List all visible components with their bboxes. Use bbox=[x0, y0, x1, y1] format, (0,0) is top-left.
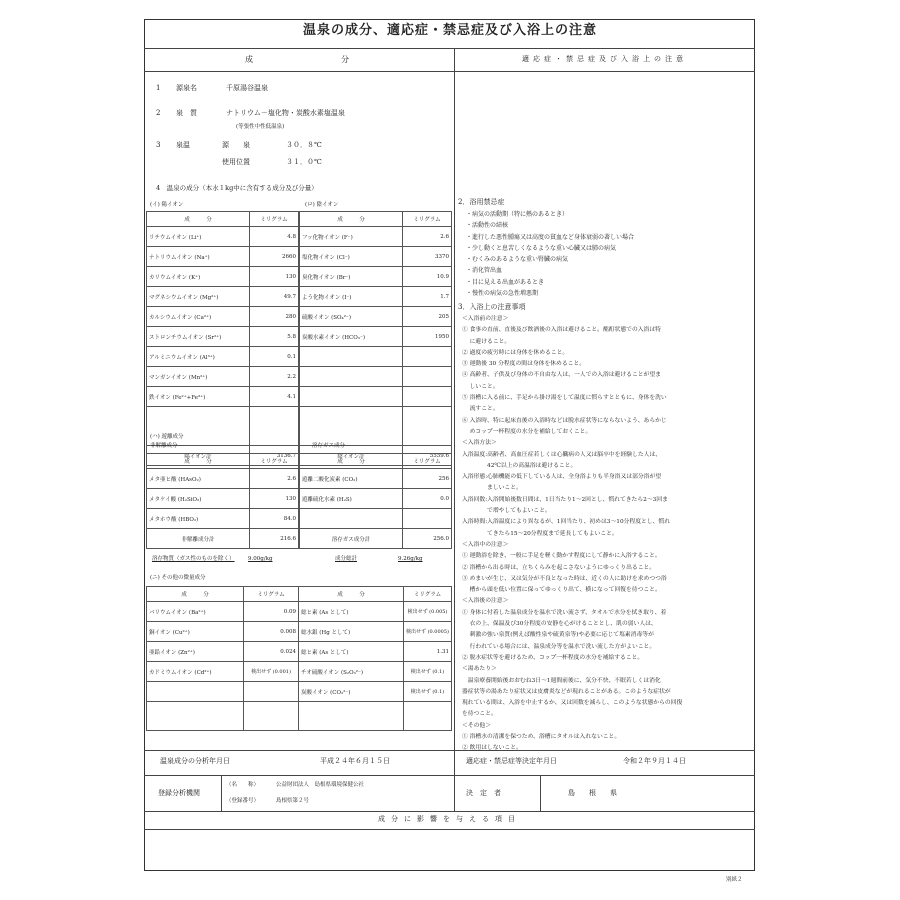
dissolved-label: 溶存物質（ガス性のものを除く） bbox=[152, 556, 235, 562]
list-item: ＜その他＞ bbox=[462, 722, 491, 729]
quality-sub: (等張性中性低温泉) bbox=[236, 124, 285, 130]
list-item: ＜入浴後の注意＞ bbox=[462, 598, 509, 605]
table-row: アルミニウムイオン (Al³⁺) 0.1 bbox=[147, 347, 299, 367]
table-row: ナトリウムイオン (Na⁺) 2660 bbox=[147, 247, 299, 267]
total-label: 成分総計 bbox=[335, 556, 358, 562]
gas-table bbox=[299, 453, 452, 549]
table-row: 炭酸水素イオン (HCO₃⁻) 1950 bbox=[300, 327, 452, 347]
col-header: 成 分 bbox=[147, 212, 250, 227]
analysis-date-value: 平成２４年６月１５日 bbox=[320, 757, 390, 765]
anion-title: (ロ) 陰イオン bbox=[305, 202, 339, 208]
trace-title: (ニ) その他の微量成分 bbox=[150, 575, 206, 581]
non-dissoc-title: 非解離成分 bbox=[150, 443, 178, 449]
decider-label: 決 定 者 bbox=[466, 789, 501, 797]
table-row: 炭酸イオン (CO₃²⁻) 検出せず (0.1) bbox=[147, 682, 452, 702]
table-row: メタホウ酸 (HBO₂) 84.0 bbox=[147, 509, 299, 529]
temp-source-value: ３０．８℃ bbox=[286, 141, 322, 149]
list-item: ・消化管出血 bbox=[466, 267, 503, 275]
table-row: カドミウムイオン (Cd²⁺) 検出せず (0.001) チオ硫酸イオン (S₂O₃²⁻) 検出せず (0.1) bbox=[147, 662, 452, 682]
list-item: ① 運動浴を除き、一般に手足を軽く動かす程度にして静かに入浴すること。 bbox=[462, 553, 661, 560]
col-header: ミリグラム bbox=[404, 587, 452, 602]
temp-use-label: 使用位置 bbox=[222, 158, 250, 166]
table-row: 硫酸イオン (SO₄²⁻) 205 bbox=[300, 307, 452, 327]
table-row: リチウムイオン (Li⁺) 4.8 bbox=[147, 227, 299, 247]
list-item: ・目に見える出血があるとき bbox=[466, 278, 545, 286]
analysis-date-label: 温泉成分の分析年月日 bbox=[160, 757, 230, 765]
source-name: 千原湯谷温泉 bbox=[226, 84, 268, 92]
list-item: 器症状等の湯あたり症状又は皮膚炎などが現れることがある。このような症状が bbox=[462, 688, 671, 695]
table-row: 亜鉛イオン (Zn²⁺) 0.024 総ヒ素 (As として) 1.31 bbox=[147, 642, 452, 662]
list-item: ・むくみのあるような重い腎臓の病気 bbox=[466, 256, 569, 264]
col-header: 成 分 bbox=[300, 212, 403, 227]
right-column-header: 適応症・禁忌症及び入浴上の注意 bbox=[522, 55, 687, 63]
total-value: 9.26g/kg bbox=[398, 556, 423, 562]
list-item: ① 身体に付着した温泉成分を温水で洗い流さず、タオルで水分を拭き取り、着 bbox=[462, 609, 667, 616]
col-header: ミリグラム bbox=[403, 212, 452, 227]
table-row: 遊離硫化水素 (H₂S) 0.0 bbox=[300, 489, 452, 509]
composition-title: 4 温泉の成分（本水１kg中に含有する成分及び分量） bbox=[156, 184, 318, 192]
item-number: 3 bbox=[156, 141, 161, 149]
caution-list bbox=[462, 314, 682, 755]
org-reg: 島根県第２号 bbox=[276, 798, 310, 804]
free-title: (ハ) 遊離成分 bbox=[150, 434, 184, 440]
divider bbox=[144, 775, 755, 776]
list-item: 行われている場合には、温泉成分等を温水で洗い流した方がよいこと。 bbox=[462, 643, 656, 650]
list-item: ③ めまいが生じ、又は気分が不良となった時は、近くの人に助けを求めつつ浴 bbox=[462, 575, 667, 582]
decider-value: 島 根 県 bbox=[568, 789, 617, 797]
table-row: よう化物イオン (I⁻) 1.7 bbox=[300, 287, 452, 307]
org-label: 登録分析機関 bbox=[158, 789, 200, 797]
table-row: フッ化物イオン (F⁻) 2.6 bbox=[300, 227, 452, 247]
col-header: ミリグラム bbox=[403, 454, 452, 469]
list-item: ① 食事の直前、直後及び飲酒後の入浴は避けること。酩酊状態での入浴は特 bbox=[462, 327, 661, 334]
list-item: 流すこと。 bbox=[462, 406, 499, 413]
list-item: ⑥ 入浴時、特に起床直後の入浴時などは脱水症状等にならないよう、あらかじ bbox=[462, 417, 667, 424]
contraindication-list bbox=[466, 209, 634, 299]
list-item: に避けること。 bbox=[462, 338, 511, 345]
temp-use-value: ３１．０℃ bbox=[286, 158, 322, 166]
list-item: 42℃以上の高温浴は避けること。 bbox=[462, 462, 577, 469]
divider bbox=[144, 829, 755, 830]
quality-label: 泉 質 bbox=[176, 109, 197, 117]
divider bbox=[144, 48, 755, 49]
list-item: ② 浴槽から出る時は、立ちくらみを起こさないようにゆっくり出ること。 bbox=[462, 564, 656, 571]
list-item: ＜湯あたり＞ bbox=[462, 666, 497, 673]
list-item: ・少し動くと息苦しくなるような重い心臓又は肺の病気 bbox=[466, 244, 617, 252]
list-item: ・進行した悪性腫瘍又は高度の貧血など身体衰弱の著しい場合 bbox=[466, 233, 635, 241]
list-item: てきたら15～20分程度まで延長してもよいこと。 bbox=[462, 530, 618, 537]
trace-table bbox=[146, 586, 452, 731]
list-item: 入浴温度:高齢者、高血圧症若しくは心臓病の人又は脳卒中を経験した人は、 bbox=[462, 451, 662, 458]
column-divider bbox=[454, 48, 455, 811]
list-item: ・慢性の病気の急性増悪期 bbox=[466, 290, 539, 298]
list-item: 刺激の強い泉質(例えば酸性泉や硫黄泉等)や必要に応じて塩素消毒等が bbox=[462, 632, 654, 639]
temp-source-label: 源 泉 bbox=[222, 141, 250, 149]
list-item: 入浴形態:心肺機能の低下している人は、全身浴よりも半身浴又は部分浴が望 bbox=[462, 474, 662, 481]
list-item: ② 過度の疲労時には身体を休めること。 bbox=[462, 349, 569, 356]
total-row: 陽イオン計 3136.7 bbox=[147, 446, 299, 466]
list-item: ＜入浴中の注意＞ bbox=[462, 541, 509, 548]
list-item: 槽から頭を低い位置に保ってゆっくり出て、横になって回復を待つこと。 bbox=[462, 587, 661, 594]
col-header: ミリグラム bbox=[250, 212, 299, 227]
list-item: めコップ一杯程度の水分を補給しておくこと。 bbox=[462, 428, 592, 435]
table-row: バリウムイオン (Ba²⁺) 0.09 総ヒ素 (As として) 検出せず (0.005) bbox=[147, 602, 452, 622]
table-row: 鉄イオン (Fe²⁺+Fe³⁺) 4.1 bbox=[147, 387, 299, 407]
dissolved-value: 9.00g/kg bbox=[248, 556, 273, 562]
list-item: ④ 高齢者、子供及び身体の不自由な人は、一人での入浴は避けることが望ま bbox=[462, 372, 661, 379]
col-header: ミリグラム bbox=[244, 587, 299, 602]
table-row: メタ亜ヒ酸 (HAsO₂) 2.6 bbox=[147, 469, 299, 489]
list-item: ② 飲用はしないこと。 bbox=[462, 745, 522, 752]
divider bbox=[144, 71, 755, 72]
total-row: 陰イオン計 5559.6 bbox=[300, 446, 452, 466]
form-code: 別紙２ bbox=[726, 877, 743, 883]
column-divider bbox=[540, 775, 541, 811]
caution-title: 3．入浴上の注意事項 bbox=[458, 303, 526, 311]
org-name: 公益財団法人 島根県環境保健公社 bbox=[276, 782, 365, 788]
list-item: 温泉療養開始後おおむね3日～1週間前後に、気分不快、不眠若しくは消化 bbox=[462, 677, 661, 684]
list-item: ③ 運動後 30 分程度の間は身体を休めること。 bbox=[462, 361, 586, 368]
list-item: ① 浴槽水の清潔を保つため、浴槽にタオルは入れないこと。 bbox=[462, 733, 621, 740]
cation-table bbox=[146, 211, 299, 466]
list-item: しいこと。 bbox=[462, 383, 499, 390]
list-item: ・病気の活動期（特に熱のあるとき） bbox=[466, 211, 569, 218]
list-item: 入浴回数:入浴開始後数日間は、1日当たり1～2回とし、慣れてきたら2～3回ま bbox=[462, 496, 668, 503]
list-item: 衣の上、保温及び30分程度の安静を心がけることとし、肌の弱い人は、 bbox=[462, 621, 657, 628]
col-header: 成 分 bbox=[300, 454, 403, 469]
list-item: 入浴時間:入浴温度により異なるが、1回当たり、初めは3～10分程度とし、慣れ bbox=[462, 519, 671, 526]
list-item: で増やしてもよいこと。 bbox=[462, 508, 551, 515]
gas-title: 溶存ガス成分 bbox=[312, 443, 346, 449]
total-row: 非解離成分計 216.6 bbox=[147, 529, 299, 549]
org-reg-label: （登録番号） bbox=[226, 798, 260, 804]
list-item: ・活動性の結核 bbox=[466, 222, 509, 230]
table-row: マグネシウムイオン (Mg²⁺) 49.7 bbox=[147, 287, 299, 307]
affect-items-header: 成分に影響を与える項目 bbox=[378, 815, 521, 823]
column-divider bbox=[221, 775, 222, 811]
table-row: カルシウムイオン (Ca²⁺) 280 bbox=[147, 307, 299, 327]
document-title: 温泉の成分、適応症・禁忌症及び入浴上の注意 bbox=[302, 23, 597, 38]
list-item: ＜入浴方法＞ bbox=[462, 440, 497, 447]
col-header: 成 分 bbox=[147, 454, 250, 469]
table-row: ストロンチウムイオン (Sr²⁺) 5.8 bbox=[147, 327, 299, 347]
item-number: 1 bbox=[156, 84, 161, 92]
table-row: 遊離二酸化炭素 (CO₂) 256 bbox=[300, 469, 452, 489]
col-header: 成 分 bbox=[147, 587, 244, 602]
list-item: を待つこと。 bbox=[462, 711, 497, 718]
table-row: カリウムイオン (K⁺) 130 bbox=[147, 267, 299, 287]
col-header: 成 分 bbox=[299, 587, 404, 602]
table-row: マンガンイオン (Mn²⁺) 2.2 bbox=[147, 367, 299, 387]
item-number: 2 bbox=[156, 109, 161, 117]
decision-date-value: 令和２年９月１４日 bbox=[623, 757, 686, 765]
quality-value: ナトリウム－塩化物・炭酸水素塩温泉 bbox=[226, 109, 345, 117]
decision-date-label: 適応症・禁忌症等決定年月日 bbox=[466, 757, 557, 765]
table-row: 銅イオン (Cu²⁺) 0.008 総水銀 (Hg として) 検出せず (0.0005) bbox=[147, 622, 452, 642]
table-row: メタケイ酸 (H₂SiO₃) 130 bbox=[147, 489, 299, 509]
list-item: ＜入浴前の注意＞ bbox=[462, 316, 509, 322]
list-item: ましいこと。 bbox=[462, 485, 522, 492]
table-row: 臭化物イオン (Br⁻) 10.9 bbox=[300, 267, 452, 287]
temp-label: 泉温 bbox=[176, 141, 190, 149]
non-dissoc-table bbox=[146, 453, 299, 549]
org-name-label: （名 称） bbox=[226, 782, 260, 788]
total-row: 溶存ガス成分計 256.0 bbox=[300, 529, 452, 549]
contraindication-title: 2．浴用禁忌症 bbox=[458, 198, 505, 206]
left-column-header: 成 分 bbox=[245, 55, 353, 64]
cation-title: (イ) 陽イオン bbox=[150, 202, 184, 208]
anion-table bbox=[299, 211, 452, 466]
list-item: ⑤ 浴槽に入る前に、手足から掛け湯をして温度に慣らすとともに、身体を洗い bbox=[462, 395, 667, 402]
col-header: ミリグラム bbox=[250, 454, 299, 469]
list-item: ② 脱水症状等を避けるため、コップ一杯程度の水分を補給すること。 bbox=[462, 654, 644, 661]
source-label: 源泉名 bbox=[176, 84, 197, 92]
table-row: 塩化物イオン (Cl⁻) 3370 bbox=[300, 247, 452, 267]
divider bbox=[144, 811, 755, 812]
list-item: 現れている間は、入浴を中止するか、又は回数を減らし、このような状態からの回復 bbox=[462, 700, 683, 707]
